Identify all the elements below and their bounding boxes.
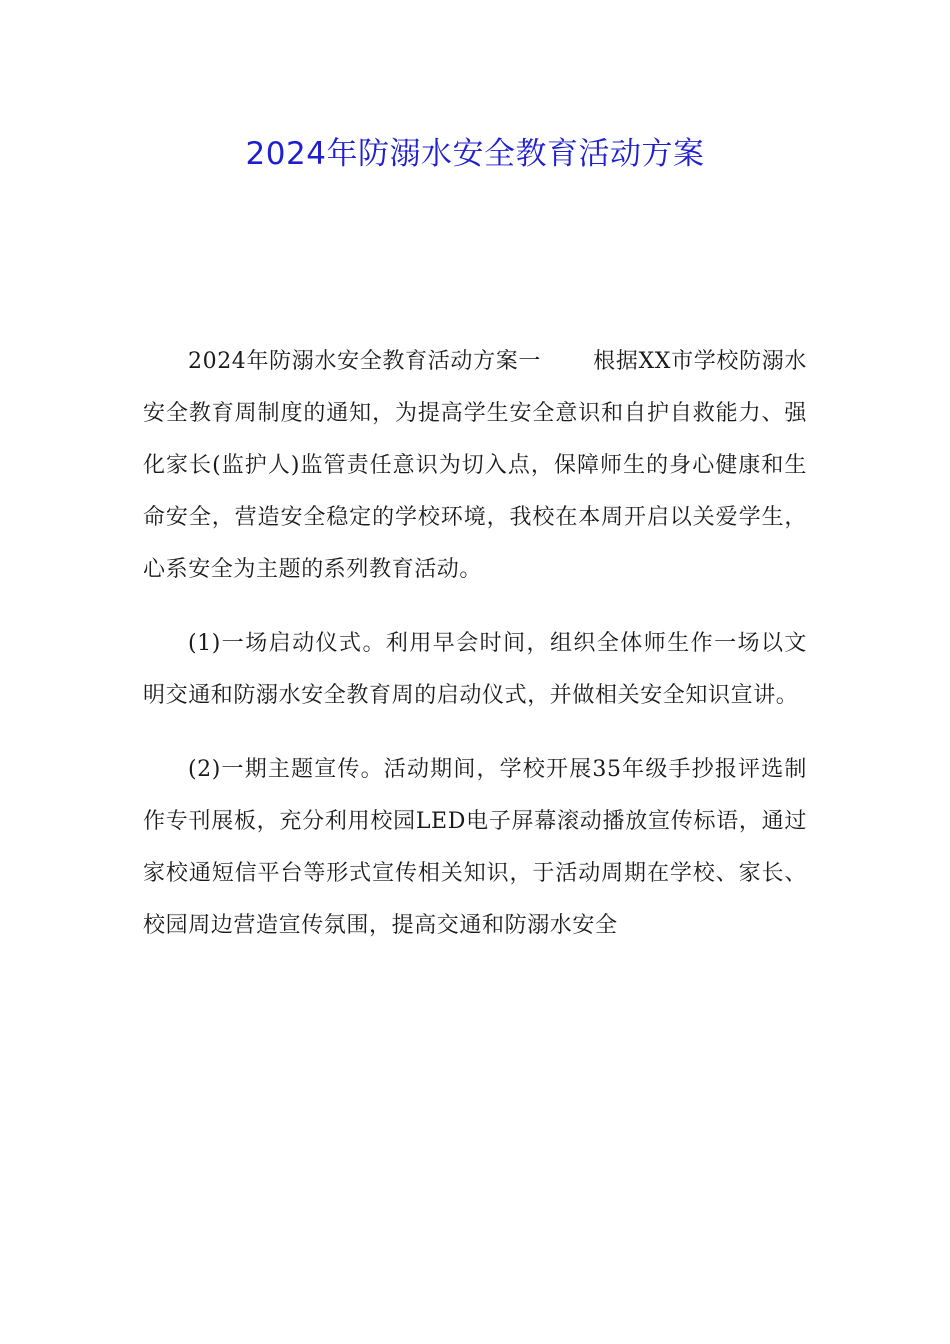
document-title: 2024年防溺水安全教育活动方案 xyxy=(245,136,705,172)
paragraph-1-lead: 2024年防溺水安全教育活动方案一 xyxy=(188,349,542,374)
paragraph-2: (1)一场启动仪式。利用早会时间，组织全体师生作一场以文明交通和防溺水安全教育周的启动仪式，并做相关安全知识宣讲。 xyxy=(143,631,807,708)
paragraph-1-text: 根据XX市学校防溺水安全教育周制度的通知，为提高学生安全意识和自护自救能力、强化家长(监护人)监管责任意识为切入点，保障师生的身心健康和生命安全，营造安全稳定的学校环境，我校在本周开启以关爱学生，心系安全为主题的系列教育活动。 xyxy=(143,349,807,582)
paragraph-3: (2)一期主题宣传。活动期间，学校开展35年级手抄报评选制作专刊展板，充分利用校园LED电子屏幕滚动播放宣传标语，通过家校通短信平台等形式宣传相关知识，于活动周期在学校、家长、校园周边营造宣传氛围，提高交通和防溺水安全 xyxy=(143,757,807,938)
document-body xyxy=(143,336,807,952)
paragraph-1 xyxy=(143,336,807,596)
